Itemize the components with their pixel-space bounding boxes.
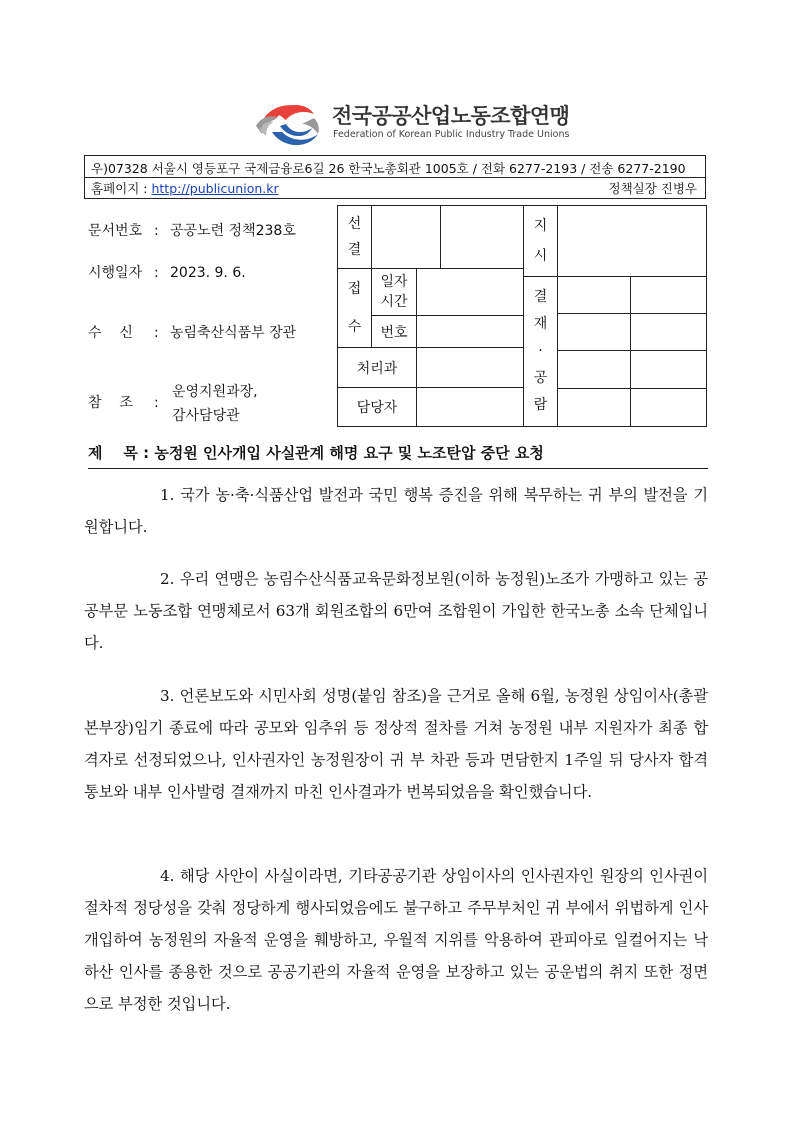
recipient-row: 수 신 : 농림축산식품부 장관 — [88, 322, 296, 342]
address-line: 우)07328 서울시 영등포구 국제금융로6길 26 한국노총회관 1005호 / 전화 6277-2193 / 전송 6277-2190 — [91, 161, 686, 176]
union-logo-icon — [252, 96, 326, 150]
cc-value-line1: 운영지원과장, — [172, 384, 258, 400]
org-name-en: Federation of Korean Public Industry Trade Unions — [333, 129, 570, 140]
cc-label: 참 조 — [88, 395, 133, 411]
homepage-label: 홈페이지 : — [91, 181, 148, 196]
cc-value — [172, 380, 258, 428]
processing-dept-cell — [416, 347, 524, 388]
subject-label: 제 목 : — [88, 444, 150, 462]
recipient-value: 농림축산식품부 장관 — [170, 325, 297, 341]
address-box — [84, 155, 706, 199]
homepage-row — [91, 179, 279, 197]
date-label: 시행일자 — [88, 265, 143, 281]
doc-number-label: 문서번호 — [88, 223, 143, 239]
jeopsu-header: 접 수 — [337, 268, 372, 348]
gyeoljae-cell — [630, 388, 707, 427]
subject-text: 농정원 인사개입 사실관계 해명 요구 및 노조탄압 중단 요청 — [154, 444, 544, 462]
cc-value-line2: 감사담당관 — [172, 408, 240, 424]
doc-number-value: 공공노련 정책238호 — [170, 223, 296, 239]
number-cell — [416, 315, 524, 348]
datetime-label: 일자 시간 — [371, 268, 417, 316]
homepage-link[interactable]: http://publicunion.kr — [151, 181, 279, 196]
paragraph-3: 3. 언론보도와 시민사회 성명(붙임 참조)을 근거로 올해 6월, 농정원 상임이사(총괄본부장)임기 종료에 따라 공모와 임추위 등 정상적 절차를 거쳐 농정원 내부 지원자가 최종 합격자로 선정되었으나, 인사권자인 농정원장이 귀 부 차관 등과 면담한지 1주일 뒤 당사자 합격 통보와 내부 인사발령 결재까지 마친 인사결과가 번복되었음을 확인했습니다. — [84, 687, 708, 801]
date-row: 시행일자 : 2023. 9. 6. — [88, 262, 246, 282]
processing-dept-label: 처리과 — [337, 347, 417, 388]
gyeoljae-header: 결 재 · 공 람 — [523, 276, 558, 427]
doc-number-row: 문서번호 : 공공노련 정책238호 — [88, 220, 296, 240]
gyeoljae-cell — [630, 350, 707, 389]
gyeoljae-cell — [557, 313, 631, 351]
jisi-cell — [557, 205, 707, 277]
approval-table — [337, 205, 707, 427]
date-value: 2023. 9. 6. — [170, 265, 246, 281]
seongyeol-cell-1 — [371, 205, 441, 269]
contact-person: 정책실장 진병우 — [608, 181, 697, 196]
person-in-charge-label: 담당자 — [337, 387, 417, 427]
paragraph-1: 1. 국가 농·축·식품산업 발전과 국민 행복 증진을 위해 복무하는 귀 부의 발전을 기원합니다. — [84, 486, 708, 536]
gyeoljae-cell — [557, 350, 631, 389]
recipient-label: 수 신 — [88, 325, 133, 341]
cc-row: 참 조 : — [88, 392, 170, 412]
paragraph-4: 4. 해당 사안이 사실이라면, 기타공공기관 상임이사의 인사권자인 원장의 인사권이 절차적 정당성을 갖춰 정당하게 행사되었음에도 불구하고 주무부처인 귀 부에서 위법하게 인사개입하여 농정원의 자율적 운영을 훼방하고, 우월적 지위를 악용하여 관피아로 일컬어지는 낙하산 인사를 종용한 것으로 공공기관의 자율적 운영을 보장하고 있는 공운법의 취지 또한 정면으로 부정한 것입니다. — [84, 867, 708, 1013]
jisi-header: 지 시 — [523, 205, 558, 277]
seongyeol-cell-2 — [440, 205, 524, 269]
gyeoljae-cell — [557, 276, 631, 314]
address-divider — [85, 177, 705, 178]
person-in-charge-cell — [416, 387, 524, 427]
paragraph-2: 2. 우리 연맹은 농림수산식품교육문화정보원(이하 농정원)노조가 가맹하고 있는 공공부문 노동조합 연맹체로서 63개 회원조합의 6만여 조합원이 가입한 한국노총 소속 단체입니다. — [84, 570, 708, 652]
gyeoljae-cell — [557, 388, 631, 427]
number-label: 번호 — [371, 315, 417, 348]
org-name-ko: 전국공공산업노동조합연맹 — [332, 104, 570, 128]
org-logo — [252, 96, 570, 150]
datetime-cell — [416, 268, 524, 316]
gyeoljae-cell — [630, 276, 707, 314]
seongyeol-header: 선 결 — [337, 205, 372, 269]
gyeoljae-cell — [630, 313, 707, 351]
subject-line — [88, 442, 708, 469]
